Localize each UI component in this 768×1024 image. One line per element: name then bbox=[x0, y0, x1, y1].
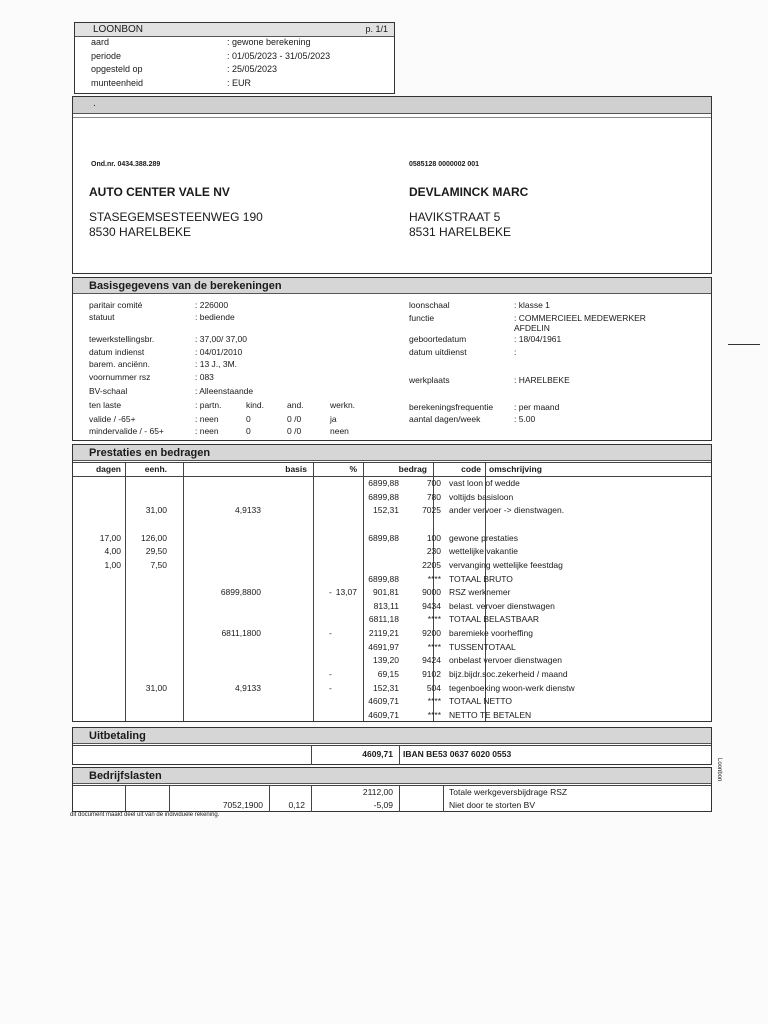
cell-code: 230 bbox=[426, 546, 441, 556]
cell-code: **** bbox=[427, 574, 441, 584]
dependents-cell: 0 bbox=[246, 426, 251, 436]
cell-amount: 152,31 bbox=[373, 683, 399, 693]
cell-description: vast loon of wedde bbox=[449, 478, 520, 488]
info-value: : 25/05/2023 bbox=[227, 64, 278, 74]
cell-percent: 13,07 bbox=[335, 587, 357, 597]
cell-amount: 2112,00 bbox=[362, 787, 393, 797]
table-row bbox=[73, 654, 711, 667]
cell-basis: 4,9133 bbox=[235, 683, 261, 693]
uitbetaling-title: Uitbetaling bbox=[73, 728, 711, 744]
cell-amount: 139,20 bbox=[373, 655, 399, 665]
dot-marker: . bbox=[93, 98, 96, 109]
cell-code: 700 bbox=[426, 478, 441, 488]
dependents-cell: mindervalide / - 65+ bbox=[89, 426, 164, 436]
cell-code: 7025 bbox=[422, 505, 441, 515]
table-row bbox=[73, 695, 711, 708]
cell-description: Totale werkgeversbijdrage RSZ bbox=[449, 787, 568, 797]
info-label: munteenheid bbox=[91, 77, 144, 88]
cell-code: 504 bbox=[426, 683, 441, 693]
dependents-cell: : neen bbox=[195, 426, 219, 436]
basis-label: functie bbox=[409, 313, 435, 323]
basis-value: : 18/04/1961 bbox=[514, 334, 562, 344]
basis-value: : 226000 bbox=[195, 300, 229, 310]
table-row bbox=[73, 559, 711, 572]
basis-value: : COMMERCIEEL MEDEWERKER bbox=[514, 313, 646, 323]
cell-amount: 6811,18 bbox=[368, 614, 399, 624]
info-label: opgesteld op bbox=[91, 64, 143, 74]
cell-description: TOTAAL NETTO bbox=[449, 696, 512, 706]
column-header: omschrijving bbox=[489, 464, 542, 474]
cell-dagen: 4,00 bbox=[104, 546, 121, 556]
cell-code: **** bbox=[427, 642, 441, 652]
dependents-cell: 0 /0 bbox=[287, 414, 302, 424]
column-header: dagen bbox=[95, 464, 121, 474]
basis-value: : per maand bbox=[514, 402, 560, 412]
column-header: bedrag bbox=[398, 464, 427, 474]
basis-value: : HARELBEKE bbox=[514, 375, 570, 385]
cell-amount: 69,15 bbox=[377, 669, 399, 679]
info-value: : EUR bbox=[227, 77, 252, 88]
table-row bbox=[73, 600, 711, 613]
bedrijfslasten-box bbox=[72, 767, 712, 812]
info-label: periode bbox=[91, 50, 122, 61]
cell-description: bijz.bijdr.soc.zekerheid / maand bbox=[449, 669, 568, 679]
cell-description: TOTAAL BELASTBAAR bbox=[449, 614, 540, 624]
basis-title: Basisgegevens van de berekeningen bbox=[73, 278, 711, 294]
dependents-header: kind. bbox=[246, 400, 264, 410]
cell-amount: 6899,88 bbox=[368, 533, 399, 543]
cell-description: TOTAAL BRUTO bbox=[449, 574, 513, 584]
cell-code: **** bbox=[427, 696, 441, 706]
basis-label: geboortedatum bbox=[409, 334, 467, 344]
basis-value: : 083 bbox=[195, 372, 214, 382]
basis-value: : Alleenstaande bbox=[195, 386, 254, 396]
cell-basis: 6899,8800 bbox=[220, 587, 261, 597]
table-row bbox=[73, 682, 711, 695]
table-row bbox=[73, 545, 711, 558]
cell-description: wettelijke vakantie bbox=[449, 546, 518, 556]
basis-label: barem. anciënn. bbox=[89, 359, 150, 369]
basis-label: BV-schaal bbox=[89, 386, 128, 396]
table-row bbox=[73, 532, 711, 545]
cell-amount: 6899,88 bbox=[368, 478, 399, 488]
footer-note: dit document maakt deel uit van de individuele rekening. bbox=[70, 812, 220, 818]
cell-eenh: 7,50 bbox=[150, 560, 167, 570]
payout-iban: IBAN BE53 0637 6020 0553 bbox=[403, 749, 512, 759]
address-top-bar bbox=[73, 97, 711, 114]
cell-code: 100 bbox=[426, 533, 441, 543]
cell-description: TUSSENTOTAAL bbox=[449, 642, 516, 652]
cell-code: **** bbox=[427, 614, 441, 624]
table-row bbox=[73, 477, 711, 490]
basis-label: statuut bbox=[89, 312, 115, 322]
dependents-header: : partn. bbox=[195, 400, 222, 410]
basis-label: voornummer rsz bbox=[89, 372, 151, 382]
bedrijfslasten-title: Bedrijfslasten bbox=[73, 768, 711, 784]
cell-amount: 4609,71 bbox=[368, 696, 399, 706]
page-number: p. 1/1 bbox=[365, 24, 388, 34]
cell-sign: - bbox=[329, 669, 332, 679]
basis-value: : bediende bbox=[195, 312, 235, 322]
payslip-title: LOONBON bbox=[93, 24, 144, 35]
cell-description: gewone prestaties bbox=[449, 533, 518, 543]
column-header: code bbox=[461, 464, 481, 474]
basis-box bbox=[72, 277, 712, 441]
basis-value: : 04/01/2010 bbox=[195, 347, 243, 357]
employer-number: Ond.nr. 0434.388.289 bbox=[91, 161, 161, 168]
dependents-cell: neen bbox=[330, 426, 349, 436]
cell-dagen: 17,00 bbox=[99, 533, 121, 543]
table-row bbox=[73, 786, 711, 799]
cell-amount: 6899,88 bbox=[368, 574, 399, 584]
basis-label: tewerkstellingsbr. bbox=[89, 334, 155, 344]
cell-description: ander vervoer -> dienstwagen. bbox=[449, 505, 565, 515]
table-row bbox=[73, 518, 711, 531]
basis-label: berekeningsfrequentie bbox=[409, 402, 494, 412]
basis-label: paritair comité bbox=[89, 300, 143, 310]
employee-street: HAVIKSTRAAT 5 bbox=[409, 210, 501, 224]
employee-city: 8531 HARELBEKE bbox=[409, 225, 512, 239]
cell-code: 9424 bbox=[422, 655, 441, 665]
basis-value: : 37,00/ 37,00 bbox=[195, 334, 247, 344]
employee-number: 0585128 0000002 001 bbox=[409, 161, 480, 168]
header-title-bar bbox=[75, 23, 394, 37]
employee-name: DEVLAMINCK MARC bbox=[409, 185, 529, 199]
table-row bbox=[73, 799, 711, 812]
cell-eenh: 31,00 bbox=[145, 505, 167, 515]
header-info-box bbox=[74, 22, 395, 94]
cell-basis: 4,9133 bbox=[235, 505, 261, 515]
cell-description: tegenboeking woon-werk dienstw bbox=[449, 683, 575, 693]
cell-amount: 152,31 bbox=[373, 505, 399, 515]
row-divider bbox=[73, 462, 711, 463]
cell-amount: 901,81 bbox=[373, 587, 399, 597]
cell-sign: - bbox=[329, 587, 332, 597]
basis-label: aantal dagen/week bbox=[409, 414, 481, 424]
dependents-header: werkn. bbox=[330, 400, 356, 410]
row-divider bbox=[73, 745, 711, 746]
column-divider bbox=[399, 745, 400, 765]
table-row bbox=[73, 586, 711, 599]
cell-dagen: 1,00 bbox=[104, 560, 121, 570]
cell-code: 9200 bbox=[422, 628, 441, 638]
column-header: basis bbox=[285, 464, 307, 474]
table-row bbox=[73, 613, 711, 626]
dependents-cell: ja bbox=[330, 414, 337, 424]
dependents-header: and. bbox=[287, 400, 304, 410]
info-label: aard bbox=[91, 37, 110, 47]
table-row bbox=[73, 504, 711, 517]
prestaties-title: Prestaties en bedragen bbox=[73, 445, 711, 461]
column-header: eenh. bbox=[144, 464, 167, 474]
dependents-header: ten laste bbox=[89, 400, 122, 410]
column-divider bbox=[311, 745, 312, 765]
cell-basis: 6811,1800 bbox=[221, 628, 261, 638]
dependents-cell: valide / -65+ bbox=[89, 414, 136, 424]
basis-label: datum uitdienst bbox=[409, 347, 467, 357]
cell-code: 9102 bbox=[422, 669, 441, 679]
table-row bbox=[73, 668, 711, 681]
payout-amount: 4609,71 bbox=[362, 749, 393, 759]
cell-code: 780 bbox=[426, 492, 441, 502]
cell-code: 9434 bbox=[422, 601, 441, 611]
cell-amount: -5,09 bbox=[373, 800, 393, 810]
employer-street: STASEGEMSESTEENWEG 190 bbox=[89, 210, 263, 224]
cell-amount: 813,11 bbox=[373, 601, 399, 611]
cell-amount: 4609,71 bbox=[368, 710, 399, 720]
info-value: : 01/05/2023 - 31/05/2023 bbox=[227, 50, 331, 61]
employer-city: 8530 HARELBEKE bbox=[89, 225, 192, 239]
cell-code: 2205 bbox=[422, 560, 441, 570]
column-header: % bbox=[349, 464, 357, 474]
cell-sign: - bbox=[329, 628, 332, 638]
info-value: : gewone berekening bbox=[227, 37, 311, 47]
cell-eenh: 31,00 bbox=[145, 683, 167, 693]
basis-value: : klasse 1 bbox=[514, 300, 550, 310]
cell-eenh: 126,00 bbox=[141, 533, 167, 543]
address-divider bbox=[73, 117, 711, 118]
cell-eenh: 29,50 bbox=[145, 546, 167, 556]
cell-code: **** bbox=[427, 710, 441, 720]
cell-description: NETTO TE BETALEN bbox=[449, 710, 532, 720]
cell-description: baremieke voorheffing bbox=[449, 628, 533, 638]
cell-description: vervanging wettelijke feestdag bbox=[449, 560, 563, 570]
basis-label: datum indienst bbox=[89, 347, 145, 357]
dependents-cell: 0 bbox=[246, 414, 251, 424]
basis-value: : 13 J., 3M. bbox=[195, 359, 238, 369]
basis-value: : 5.00 bbox=[514, 414, 536, 424]
table-row bbox=[73, 491, 711, 504]
basis-value: AFDELIN bbox=[514, 323, 550, 333]
cell-sign: - bbox=[329, 683, 332, 693]
cell-amount: 4691,97 bbox=[368, 642, 399, 652]
basis-label: werkplaats bbox=[409, 375, 450, 385]
cell-percent: 0,12 bbox=[288, 800, 305, 810]
table-row bbox=[73, 573, 711, 586]
basis-label: loonschaal bbox=[409, 300, 450, 310]
dependents-cell: : neen bbox=[195, 414, 219, 424]
uitbetaling-box bbox=[72, 727, 712, 765]
address-box bbox=[72, 96, 712, 274]
cell-basis: 7052,1900 bbox=[222, 800, 263, 810]
cell-description: RSZ werknemer bbox=[449, 587, 511, 597]
side-rule bbox=[728, 344, 760, 345]
cell-amount: 6899,88 bbox=[368, 492, 399, 502]
side-note: Loonbon bbox=[716, 758, 722, 782]
table-row bbox=[73, 627, 711, 640]
cell-description: onbelast vervoer dienstwagen bbox=[449, 655, 562, 665]
cell-amount: 2119,21 bbox=[368, 628, 399, 638]
cell-description: belast. vervoer dienstwagen bbox=[449, 601, 555, 611]
table-row bbox=[73, 641, 711, 654]
prestaties-box bbox=[72, 444, 712, 722]
dependents-cell: 0 /0 bbox=[287, 426, 302, 436]
cell-code: 9000 bbox=[422, 587, 441, 597]
table-row bbox=[73, 709, 711, 722]
cell-description: Niet door te storten BV bbox=[449, 800, 535, 810]
basis-value: : bbox=[514, 347, 517, 357]
employer-name: AUTO CENTER VALE NV bbox=[89, 185, 230, 199]
cell-description: voltijds basisloon bbox=[449, 492, 514, 502]
